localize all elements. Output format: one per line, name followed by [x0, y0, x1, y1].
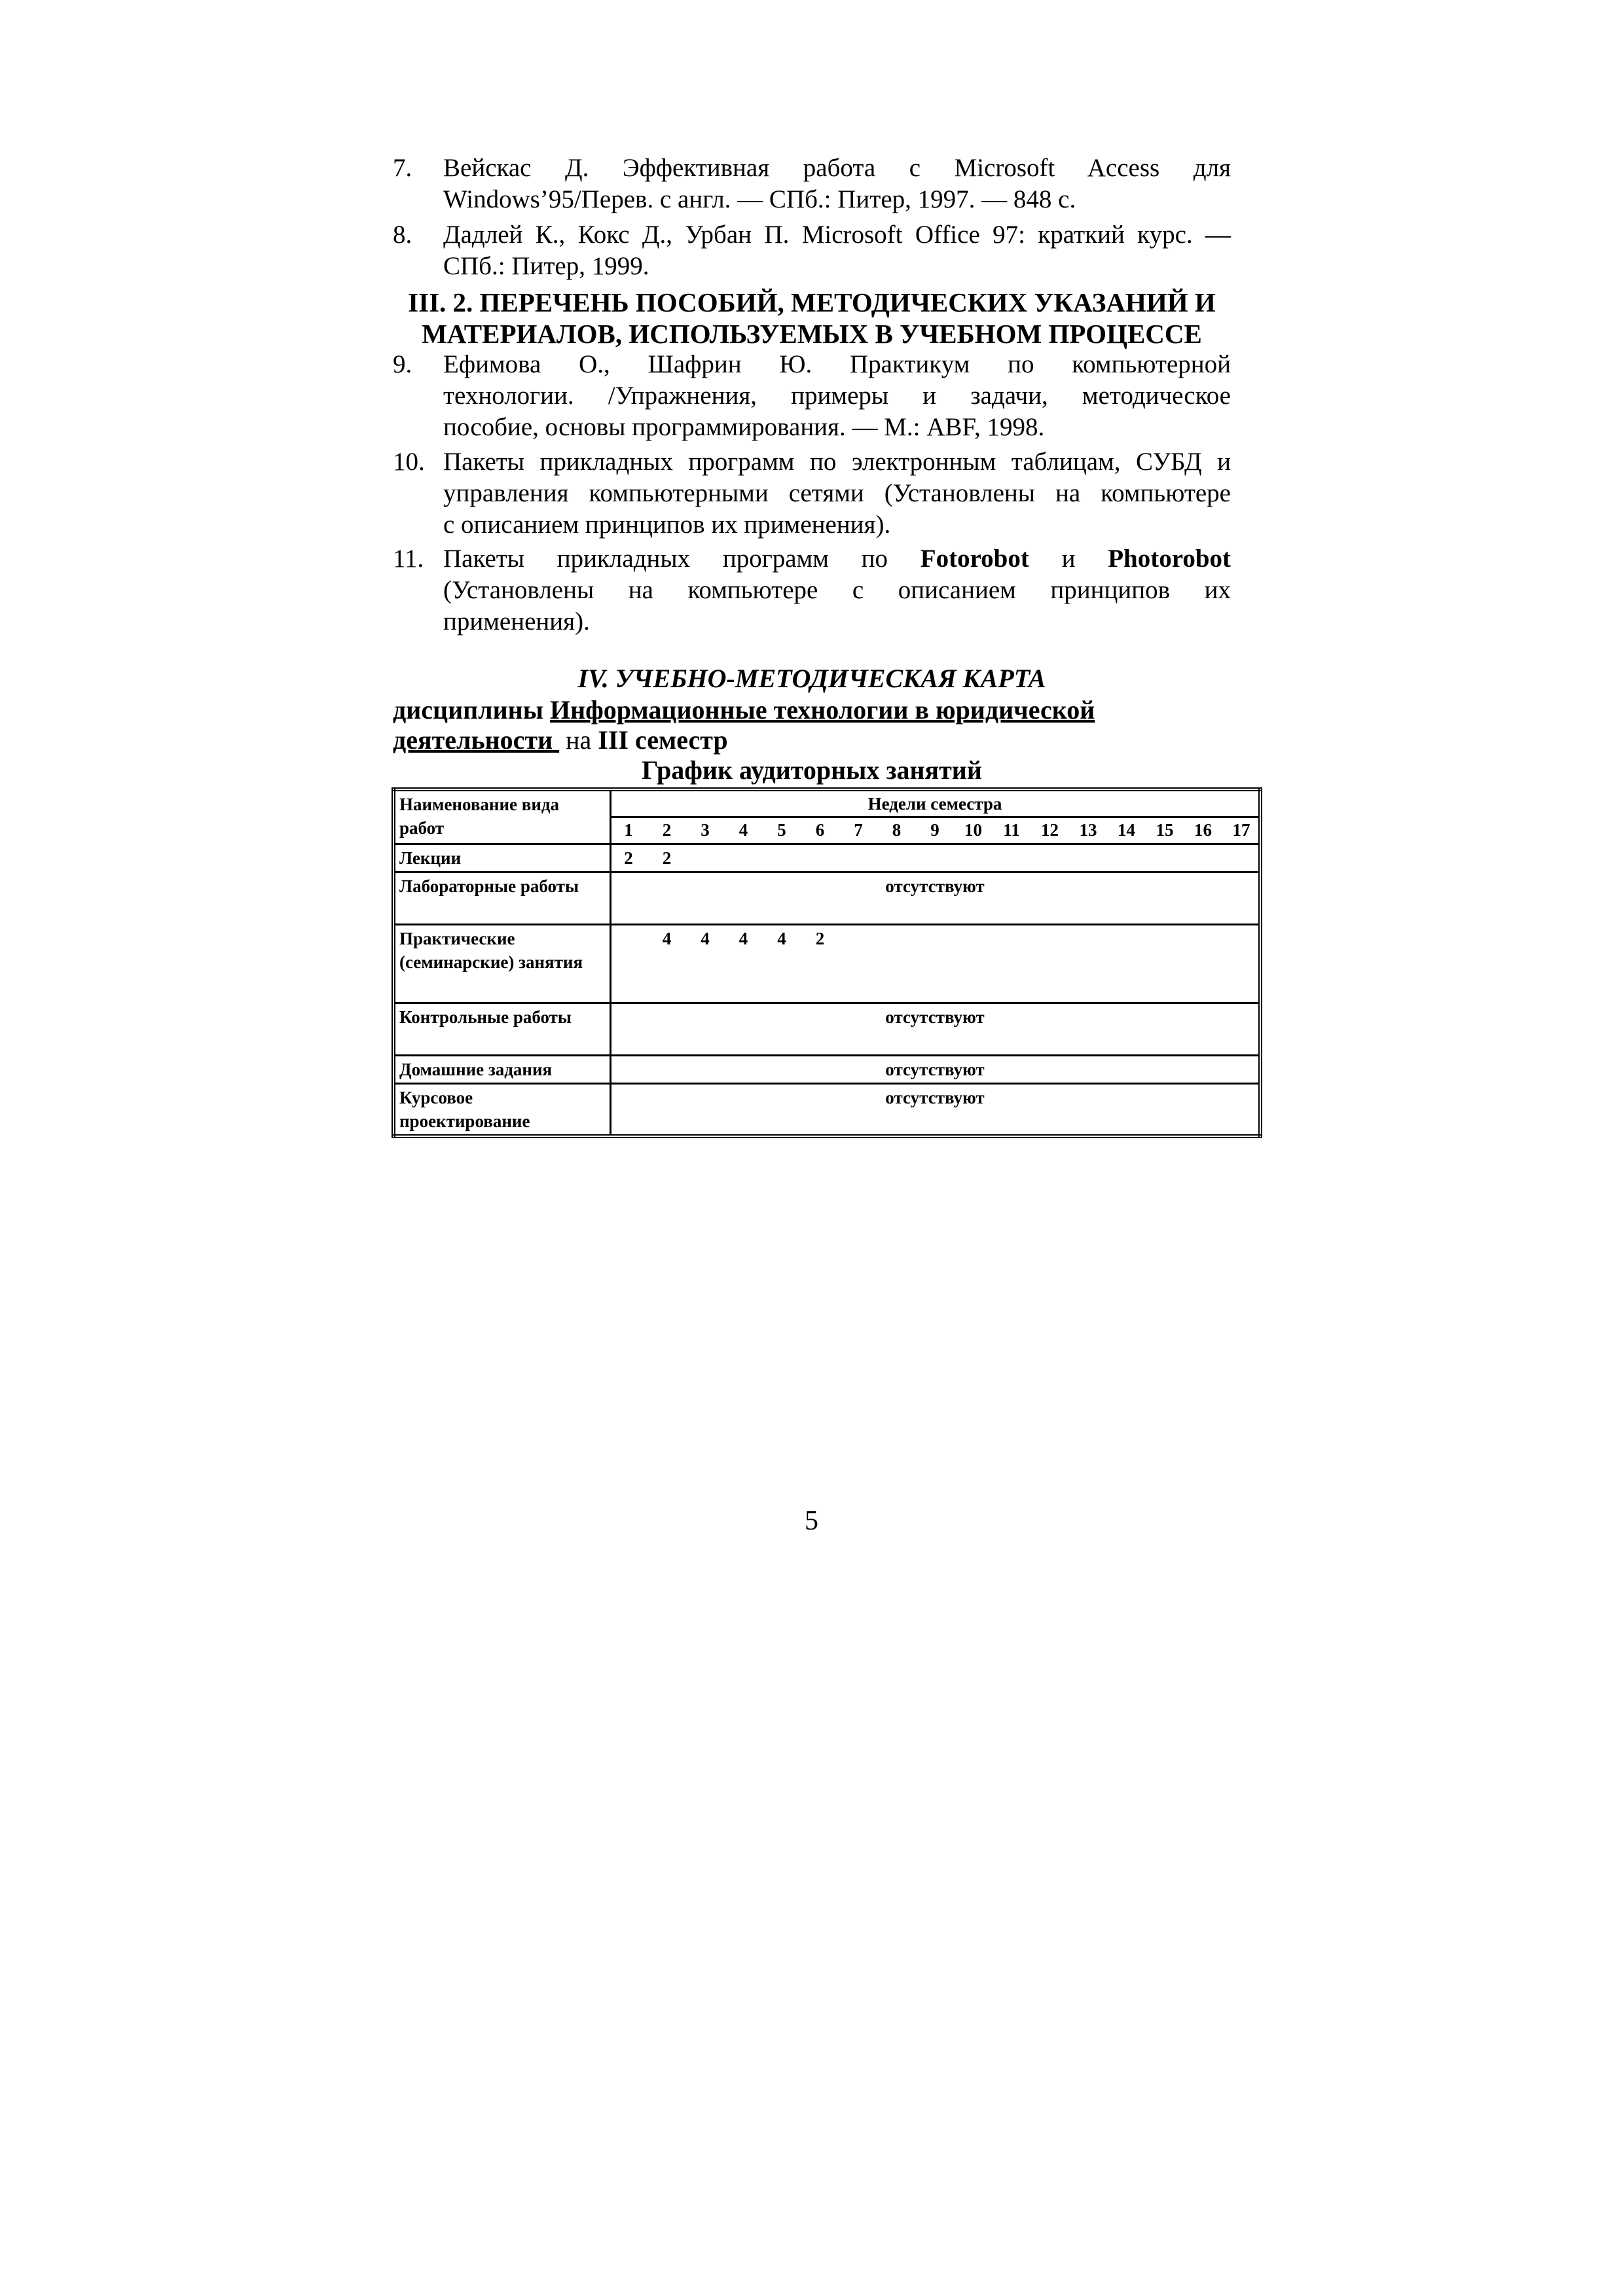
chapter-title: IV. УЧЕБНО-МЕТОДИЧЕСКАЯ КАРТА — [577, 664, 1046, 693]
reference-line: Windows’95/Перев. с англ. — СПб.: Питер, 1997. — 848 с. — [443, 185, 1076, 213]
week-number: 5 — [777, 820, 786, 840]
week-number: 17 — [1232, 820, 1250, 840]
table-row — [393, 925, 1260, 1003]
week-hours: 2 — [662, 848, 672, 868]
section-heading — [393, 287, 1231, 350]
discipline-line — [393, 695, 1231, 725]
program-name-fotorobot: Fotorobot — [920, 545, 1029, 573]
week-number: 7 — [854, 820, 863, 840]
week-number: 9 — [930, 820, 939, 840]
row-name: Контрольные работы — [393, 1003, 611, 1056]
section-heading-line: МАТЕРИАЛОВ, ИСПОЛЬЗУЕМЫХ В УЧЕБНОМ ПРОЦЕССЕ — [422, 319, 1202, 349]
reference-line: Ефимова О., Шафрин Ю. Практикум по компьютерной — [443, 350, 1231, 378]
week-number: 4 — [739, 820, 748, 840]
week-hours: 4 — [777, 929, 786, 948]
week-hours: 4 — [739, 929, 748, 948]
reference-item-10 — [393, 446, 1231, 541]
week-number: 10 — [964, 820, 982, 840]
table-row — [393, 1003, 1260, 1056]
weeks-header: Недели семестра — [611, 791, 1258, 818]
header-name-cell: Наименование вида работ — [393, 789, 611, 844]
header-weeks-cell — [611, 789, 1261, 844]
week-number: 16 — [1194, 820, 1212, 840]
week-number: 1 — [624, 820, 633, 840]
row-name: Домашние задания — [393, 1056, 611, 1084]
reference-number: 9. — [393, 350, 412, 378]
table-row — [393, 844, 1260, 872]
week-number: 6 — [815, 820, 825, 840]
discipline-name: Информационные технологии в юридической — [549, 695, 1095, 725]
reference-line: применения). — [443, 607, 590, 636]
week-number: 11 — [1003, 820, 1020, 840]
semester-word: семестр — [635, 725, 728, 755]
discipline-line-2 — [393, 725, 728, 755]
row-name: Курсовое проектирование — [393, 1084, 611, 1137]
discipline-name-cont: деятельности — [393, 725, 553, 755]
reference-text — [443, 349, 1231, 443]
reference-item-11 — [393, 543, 1231, 637]
week-numbers — [611, 818, 1258, 843]
week-number: 8 — [892, 820, 902, 840]
reference-item-8 — [393, 219, 1231, 282]
week-number: 2 — [662, 820, 672, 840]
reference-text-part: и — [1029, 545, 1108, 573]
semester-number: III — [598, 725, 629, 755]
reference-item-7 — [393, 152, 1231, 215]
week-hours: 4 — [701, 929, 710, 948]
row-absent: отсутствуют — [611, 1084, 1261, 1137]
reference-number: 7. — [393, 154, 412, 182]
reference-line: Дадлей К., Кокс Д., Урбан П. Microsoft Office 97: краткий курс. — — [443, 221, 1231, 249]
reference-text — [443, 219, 1231, 282]
week-number: 3 — [701, 820, 710, 840]
week-hours: 4 — [662, 929, 672, 948]
reference-line: Пакеты прикладных программ по электронным таблицам, СУБД и — [443, 448, 1231, 476]
reference-number: 8. — [393, 221, 412, 249]
reference-text-part: Пакеты прикладных программ по — [443, 545, 921, 573]
week-hours: 2 — [815, 929, 825, 948]
week-hours: 2 — [624, 848, 633, 868]
row-absent: отсутствуют — [611, 1056, 1261, 1084]
table-row — [393, 1084, 1260, 1137]
section-heading-line: III. 2. ПЕРЕЧЕНЬ ПОСОБИЙ, МЕТОДИЧЕСКИХ УКАЗАНИЙ И — [408, 287, 1216, 317]
reference-item-9 — [393, 349, 1231, 443]
table-header-row — [393, 789, 1260, 844]
reference-text — [443, 543, 1231, 637]
reference-line: с описанием принципов их применения). — [443, 511, 891, 539]
reference-text — [443, 152, 1231, 215]
reference-line: СПб.: Питер, 1999. — [443, 252, 649, 280]
reference-line: Вейскас Д. Эффективная работа с Microsoft Access для — [443, 154, 1231, 182]
row-name: Лабораторные работы — [393, 872, 611, 925]
schedule-table — [392, 787, 1262, 1138]
discipline-on: на — [566, 725, 592, 755]
reference-line — [443, 543, 1231, 575]
reference-line: управления компьютерными сетями (Установлены на компьютере — [443, 479, 1231, 507]
table-row — [393, 872, 1260, 925]
week-number: 13 — [1079, 820, 1097, 840]
row-name: Практические (семинарские) занятия — [393, 925, 611, 1003]
schedule-title: График аудиторных занятий — [642, 755, 982, 785]
row-name: Лекции — [393, 844, 611, 872]
page-number: 5 — [805, 1506, 818, 1536]
reference-line: (Установлены на компьютере с описанием принципов их — [443, 576, 1231, 604]
reference-number: 11. — [393, 545, 424, 573]
row-absent: отсутствуют — [611, 1003, 1261, 1056]
row-absent: отсутствуют — [611, 872, 1261, 925]
week-number: 12 — [1041, 820, 1059, 840]
discipline-label: дисциплины — [393, 695, 543, 725]
reference-line: технологии. /Упражнения, примеры и задачи, методическое — [443, 382, 1231, 410]
reference-text — [443, 446, 1231, 541]
row-weeks — [611, 844, 1261, 872]
row-weeks — [611, 925, 1261, 1003]
program-name-photorobot: Photorobot — [1108, 545, 1231, 573]
table-row — [393, 1056, 1260, 1084]
reference-line: пособие, основы программирования. — М.: ABF, 1998. — [443, 413, 1045, 441]
week-number: 14 — [1118, 820, 1135, 840]
reference-number: 10. — [393, 448, 425, 476]
week-number: 15 — [1156, 820, 1174, 840]
